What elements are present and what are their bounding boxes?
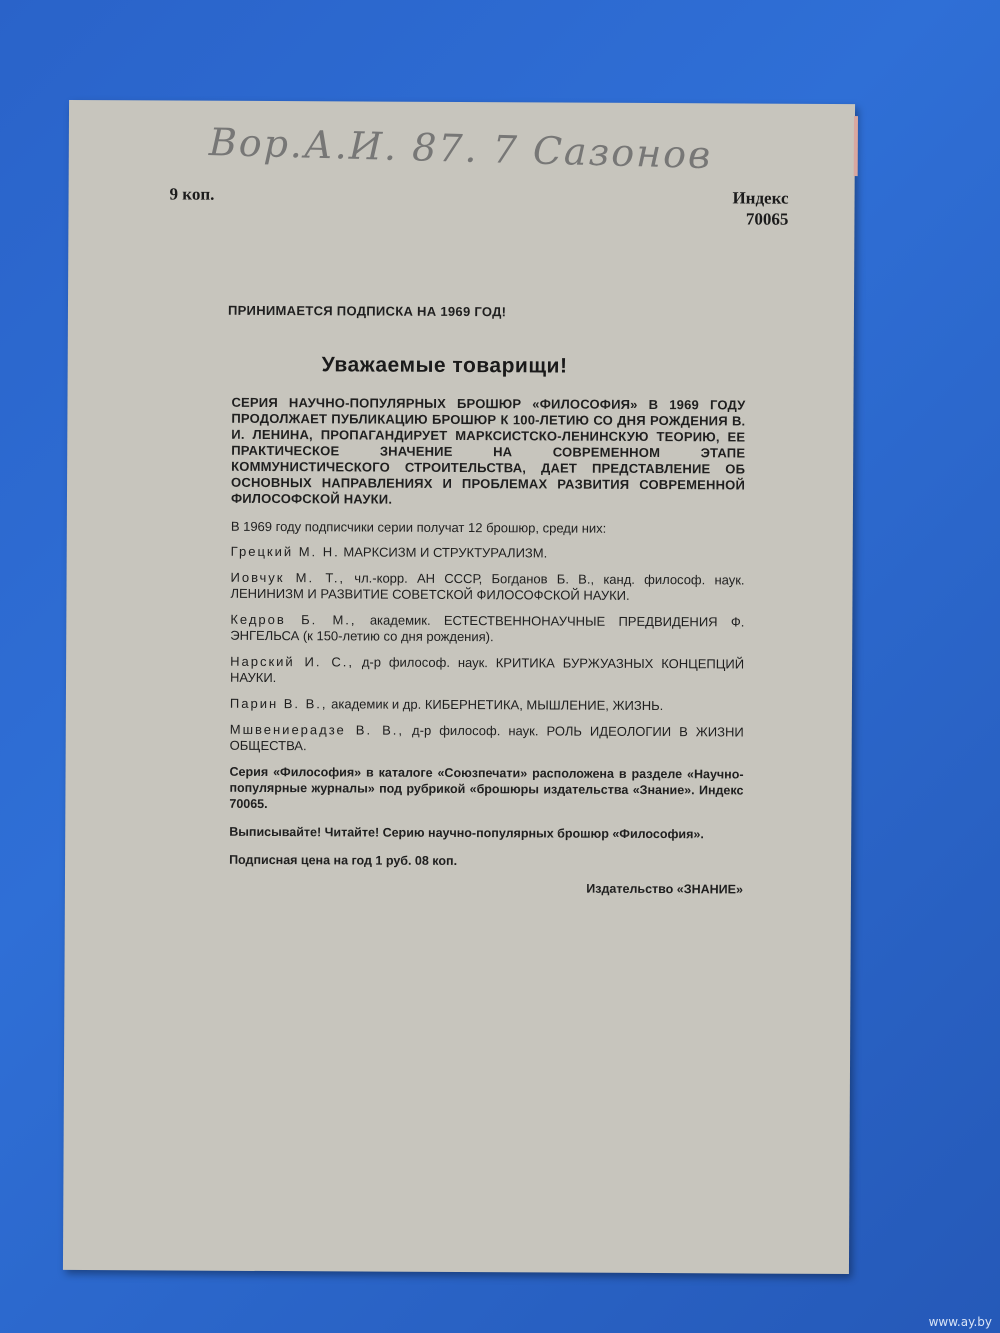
watermark: www.ay.by xyxy=(928,1315,992,1329)
lead-paragraph: В 1969 году подписчики серии получат 12 брошюр, среди них: xyxy=(230,518,607,536)
book-title: д-р философ. наук. РОЛЬ ИДЕОЛОГИИ В ЖИЗНИ ОБЩЕСТВА. xyxy=(229,722,744,754)
book-entry xyxy=(230,654,744,689)
subscription-price: Подписная цена на год 1 руб. 08 коп. xyxy=(229,852,458,868)
index-block xyxy=(698,187,788,229)
book-title: д-р философ. наук. КРИТИКА БУРЖУАЗНЫХ КОНЦЕПЦИЙ НАУКИ. xyxy=(230,654,745,686)
brochure-back-cover xyxy=(63,100,855,1274)
book-entry xyxy=(230,570,744,605)
book-title: академик и др. КИБЕРНЕТИКА, МЫШЛЕНИЕ, ЖИЗНЬ. xyxy=(331,696,664,714)
price-label: 9 коп. xyxy=(169,184,215,204)
intro-paragraph: СЕРИЯ НАУЧНО-ПОПУЛЯРНЫХ БРОШЮР «ФИЛОСОФИЯ» В 1969 ГОДУ ПРОДОЛЖАЕТ ПУБЛИКАЦИЮ БРОШЮР К 100-ЛЕТИЮ СО ДНЯ РОЖДЕНИЯ В. И. ЛЕНИНА, ПРОПАГАНДИРУЕТ МАРКСИСТСКО-ЛЕНИНСКУЮ ТЕОРИЮ, ЕЕ ПРАКТИЧЕСКОЕ ЗНАЧЕНИЕ НА СОВРЕМЕННОМ ЭТАПЕ КОММУНИСТИЧЕСКОГО СТРОИТЕЛЬСТВА, ДАЕТ ПРЕДСТАВЛЕНИЕ ОБ ОСНОВНЫХ НАПРАВЛЕНИЯХ И ПРОБЛЕМАХ РАЗВИТИЯ СОВРЕМЕННОЙ ФИЛОСОФСКОЙ НАУКИ. xyxy=(230,394,746,507)
index-label: Индекс xyxy=(732,188,789,208)
book-entry xyxy=(231,544,745,563)
call-to-action: Выписывайте! Читайте! Серию научно-популярных брошюр «Философия». xyxy=(229,824,704,842)
handwritten-note: Вор.А.И. 87. 7 Сазонов xyxy=(208,119,713,178)
book-title: МАРКСИЗМ И СТРУКТУРАЛИЗМ. xyxy=(343,544,548,561)
book-title: чл.-корр. АН СССР, Богданов Б. В., канд. философ. наук. ЛЕНИНИЗМ И РАЗВИТИЕ СОВЕТСКОЙ ФИЛОСОФСКОЙ НАУКИ. xyxy=(230,570,745,603)
subscription-notice: ПРИНИМАЕТСЯ ПОДПИСКА НА 1969 ГОД! xyxy=(227,302,507,320)
book-entry xyxy=(230,722,744,757)
publisher-name: Издательство «ЗНАНИЕ» xyxy=(586,881,743,897)
book-title: академик. ЕСТЕСТВЕННОНАУЧНЫЕ ПРЕДВИДЕНИЯ Ф. ЭНГЕЛЬСА (к 150-летию со дня рождения). xyxy=(230,612,745,645)
body-text xyxy=(229,395,746,897)
book-author: Иовчук М. Т., xyxy=(230,569,346,586)
book-author: Кедров Б. М., xyxy=(230,611,357,628)
book-author: Парин В. В., xyxy=(229,695,328,712)
catalog-note: Серия «Философия» в каталоге «Союзпечати» расположена в разделе «Научно-популярные журналы» под рубрикой «брошюры издательства «Знание». Индекс 70065. xyxy=(229,764,744,811)
index-number: 70065 xyxy=(745,209,789,229)
book-author: Грецкий М. Н. xyxy=(230,543,340,560)
book-author: Нарский И. С., xyxy=(230,653,355,670)
book-entry xyxy=(230,612,744,647)
cover-edge xyxy=(854,116,858,176)
book-entry xyxy=(230,696,744,715)
book-author: Мшвениерадзе В. В., xyxy=(229,721,405,738)
greeting-heading: Уважаемые товарищи! xyxy=(321,353,568,378)
